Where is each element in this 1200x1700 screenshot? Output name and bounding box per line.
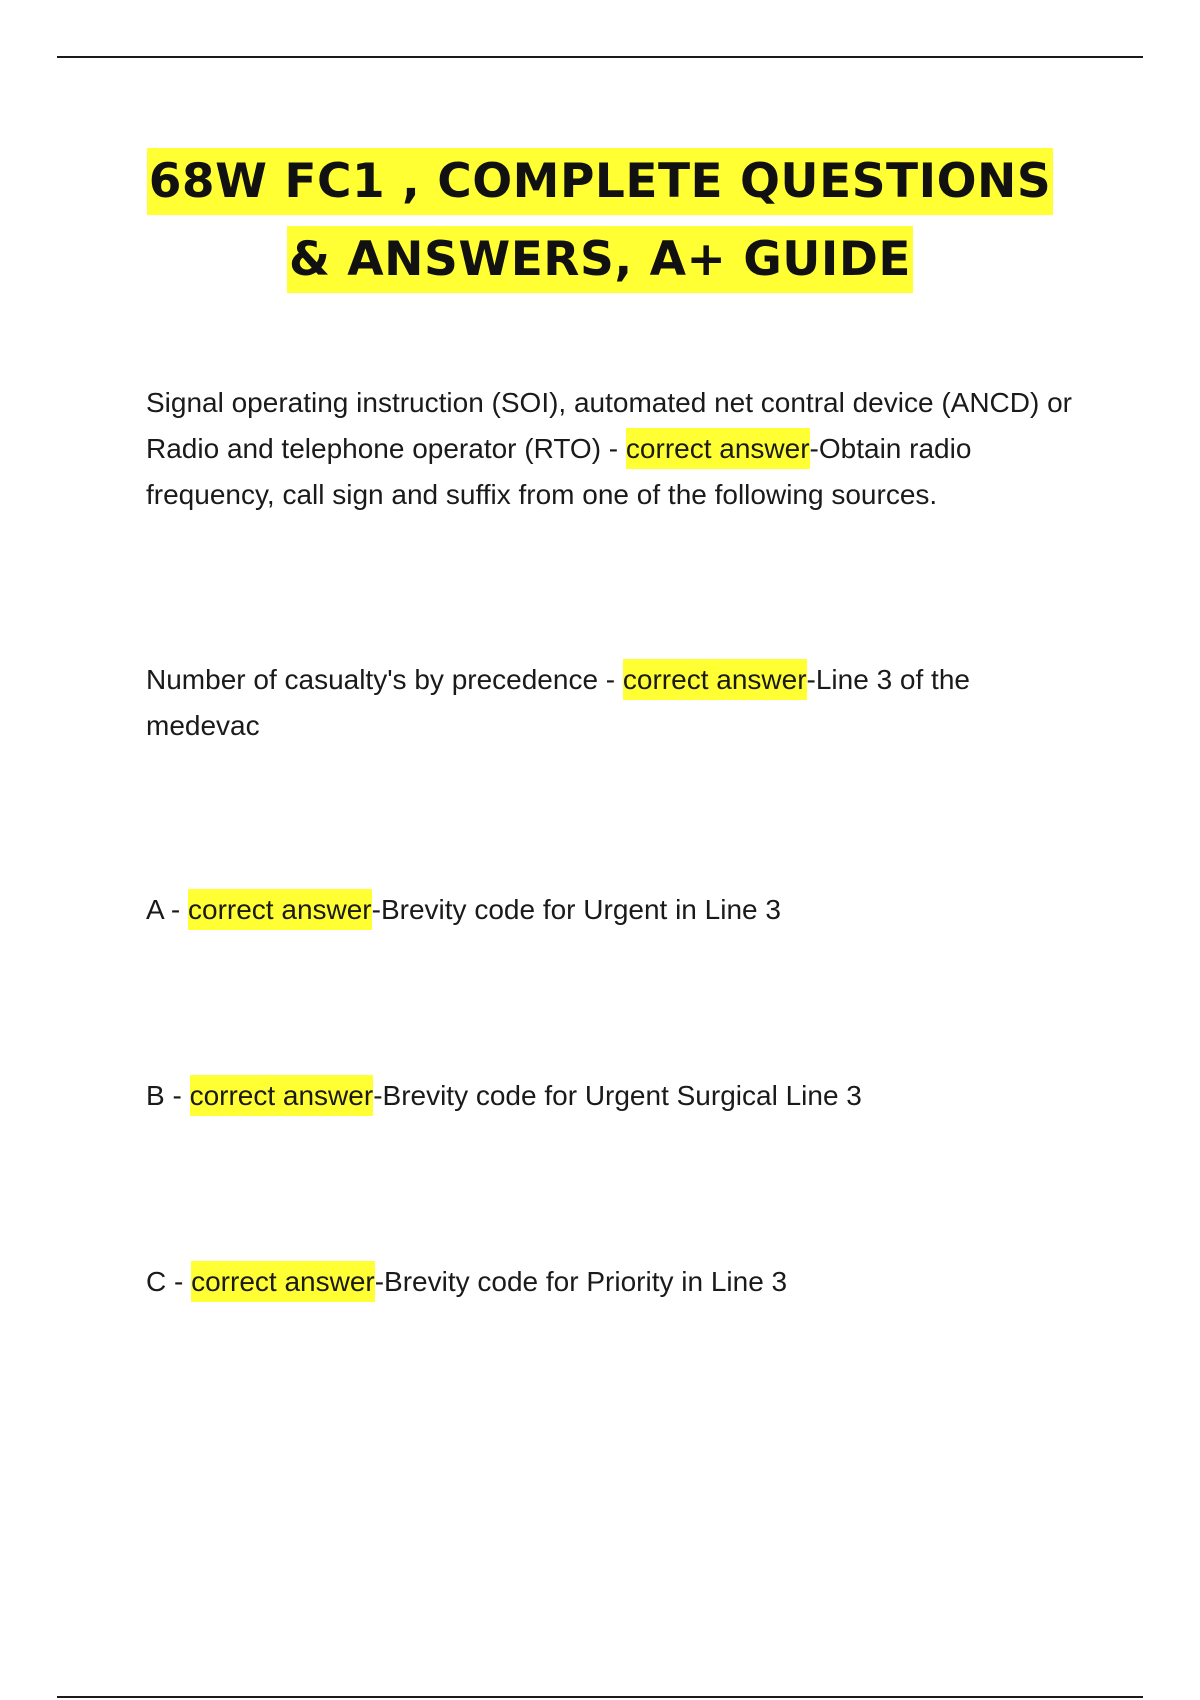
title-line-2: & ANSWERS, A+ GUIDE bbox=[287, 226, 913, 293]
question-text: Signal operating instruction (SOI), automated net contral device (ANCD) or Radio and telephone operator (RTO) - bbox=[146, 387, 1072, 464]
answer-marker: correct answer bbox=[623, 659, 807, 700]
answer-text: -Brevity code for Priority in Line 3 bbox=[374, 1266, 788, 1297]
question-text: Number of casualty's by precedence - bbox=[146, 664, 623, 695]
qa-entry bbox=[146, 657, 1086, 749]
question-text: C - bbox=[146, 1266, 192, 1297]
document-title bbox=[0, 143, 1200, 299]
qa-entry bbox=[146, 1073, 1086, 1119]
title-line-1: 68W FC1 , COMPLETE QUESTIONS bbox=[147, 148, 1054, 215]
footer-rule bbox=[57, 1696, 1143, 1698]
question-text: A - bbox=[146, 894, 189, 925]
answer-text: -Brevity code for Urgent Surgical Line 3 bbox=[373, 1080, 862, 1111]
answer-marker: correct answer bbox=[190, 1075, 374, 1116]
answer-marker: correct answer bbox=[626, 428, 810, 469]
question-text: B - bbox=[146, 1080, 190, 1111]
qa-entry bbox=[146, 887, 1086, 933]
answer-text: -Obtain radio frequency, call sign and suffix from one of the following sources. bbox=[146, 433, 972, 510]
qa-entry bbox=[146, 380, 1086, 518]
qa-entry bbox=[146, 1259, 1086, 1305]
header-rule bbox=[57, 56, 1143, 58]
answer-marker: correct answer bbox=[188, 889, 372, 930]
answer-text: -Line 3 of the medevac bbox=[146, 664, 970, 741]
answer-marker: correct answer bbox=[191, 1261, 375, 1302]
answer-text: -Brevity code for Urgent in Line 3 bbox=[371, 894, 781, 925]
